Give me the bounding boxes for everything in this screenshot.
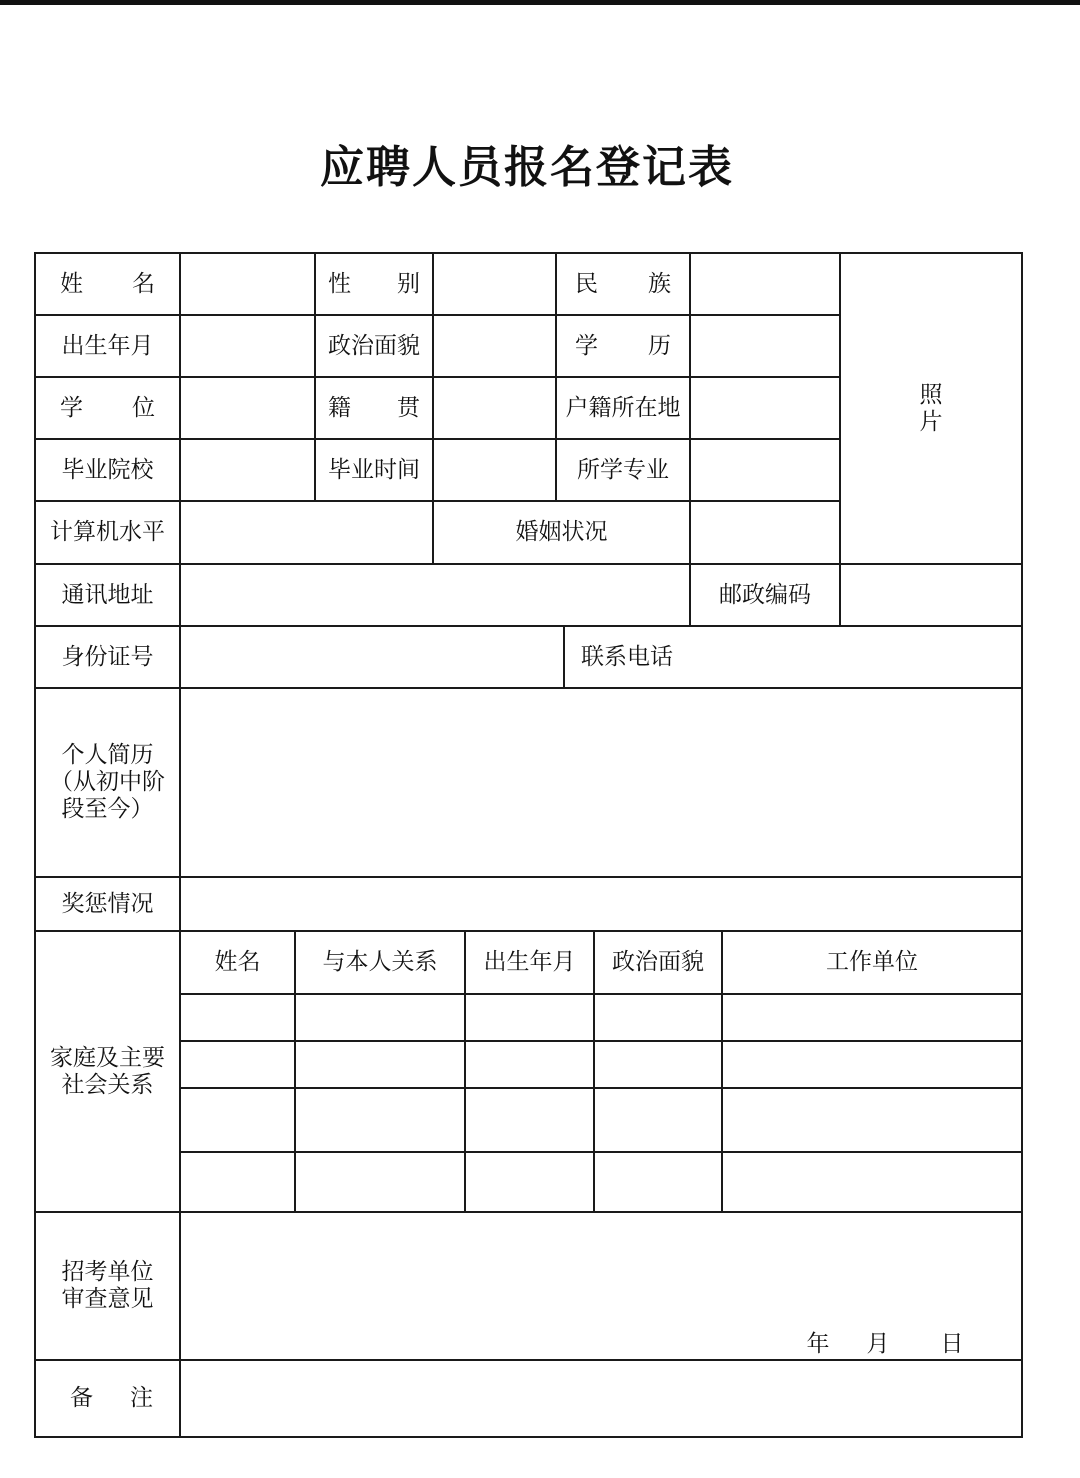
label-education-char-2: 历	[648, 332, 671, 359]
family-header-workplace: 工作单位	[826, 949, 918, 975]
label-family-line-2: 社会关系	[61, 1071, 154, 1098]
label-native-place-char-1: 籍	[328, 394, 351, 421]
col-line-label	[179, 252, 181, 1438]
row-line-11	[34, 1359, 1023, 1361]
label-grad-time: 毕业时间	[328, 456, 420, 483]
label-ethnicity-char-2: 族	[648, 270, 671, 297]
family-header-name: 姓名	[214, 949, 261, 975]
label-marriage: 婚姻状况	[515, 519, 608, 545]
top-border-bar	[0, 0, 1080, 5]
label-ethnicity	[557, 254, 689, 314]
label-name-char-1: 姓	[60, 270, 83, 297]
label-education-char-1: 学	[575, 332, 598, 359]
label-major: 所学专业	[577, 456, 669, 483]
label-politics: 政治面貌	[328, 332, 420, 359]
label-awards: 奖惩情况	[61, 890, 154, 917]
label-resume-line-1: 个人简历	[61, 742, 154, 768]
label-degree-char-1: 学	[60, 394, 83, 421]
label-birth: 出生年月	[61, 332, 154, 359]
label-resume	[36, 689, 179, 876]
family-header-relation: 与本人关系	[322, 949, 438, 975]
border-bottom	[34, 1436, 1023, 1438]
label-ethnicity-char-1: 民	[575, 270, 598, 297]
photo-box	[841, 254, 1021, 563]
photo-char-1: 照	[919, 381, 943, 408]
label-gender-char-2: 别	[397, 270, 420, 297]
label-gender	[316, 254, 432, 314]
label-postcode: 邮政编码	[719, 581, 811, 608]
family-line-2	[180, 1040, 1023, 1042]
border-right	[1021, 252, 1023, 1438]
label-phone: 联系电话	[581, 643, 673, 670]
label-review-line-1: 招考单位	[61, 1259, 154, 1285]
label-remarks-char-1: 备	[70, 1385, 93, 1411]
family-line-3	[180, 1087, 1023, 1089]
label-id-number: 身份证号	[61, 643, 154, 670]
label-name	[36, 254, 179, 314]
date-month: 月	[866, 1331, 890, 1357]
row-line-5	[34, 563, 1023, 565]
registration-form	[34, 252, 1023, 1438]
label-native-place	[316, 378, 432, 438]
label-household: 户籍所在地	[565, 394, 681, 421]
label-name-char-2: 名	[132, 270, 155, 297]
label-gender-char-1: 性	[328, 270, 351, 297]
label-resume-line-2: （从初中阶	[50, 769, 165, 795]
row-line-10	[34, 1211, 1023, 1213]
family-line-1	[180, 993, 1023, 995]
label-education	[557, 316, 689, 376]
row-line-8	[34, 876, 1023, 878]
label-native-place-char-2: 贯	[397, 394, 420, 421]
label-family-line-1: 家庭及主要	[50, 1044, 165, 1071]
label-degree-char-2: 位	[132, 394, 155, 421]
photo-char-2: 片	[919, 408, 943, 435]
family-line-4	[180, 1151, 1023, 1153]
label-degree	[36, 378, 179, 438]
label-address: 通讯地址	[61, 581, 154, 608]
row-line-7	[34, 687, 1023, 689]
label-remarks	[36, 1361, 179, 1436]
label-review-line-2: 审查意见	[61, 1286, 154, 1312]
row-line-6	[34, 625, 1023, 627]
label-computer: 计算机水平	[50, 519, 165, 545]
label-family	[36, 932, 179, 1211]
date-day: 日	[940, 1331, 964, 1357]
label-remarks-char-2: 注	[130, 1385, 153, 1411]
family-header-birth: 出生年月	[483, 949, 576, 975]
label-school: 毕业院校	[61, 456, 154, 483]
page-title: 应聘人员报名登记表	[320, 142, 734, 193]
date-year: 年	[806, 1331, 830, 1357]
label-review	[36, 1213, 179, 1359]
label-resume-line-3: 段至今）	[61, 796, 154, 822]
family-header-politics: 政治面貌	[612, 949, 704, 975]
